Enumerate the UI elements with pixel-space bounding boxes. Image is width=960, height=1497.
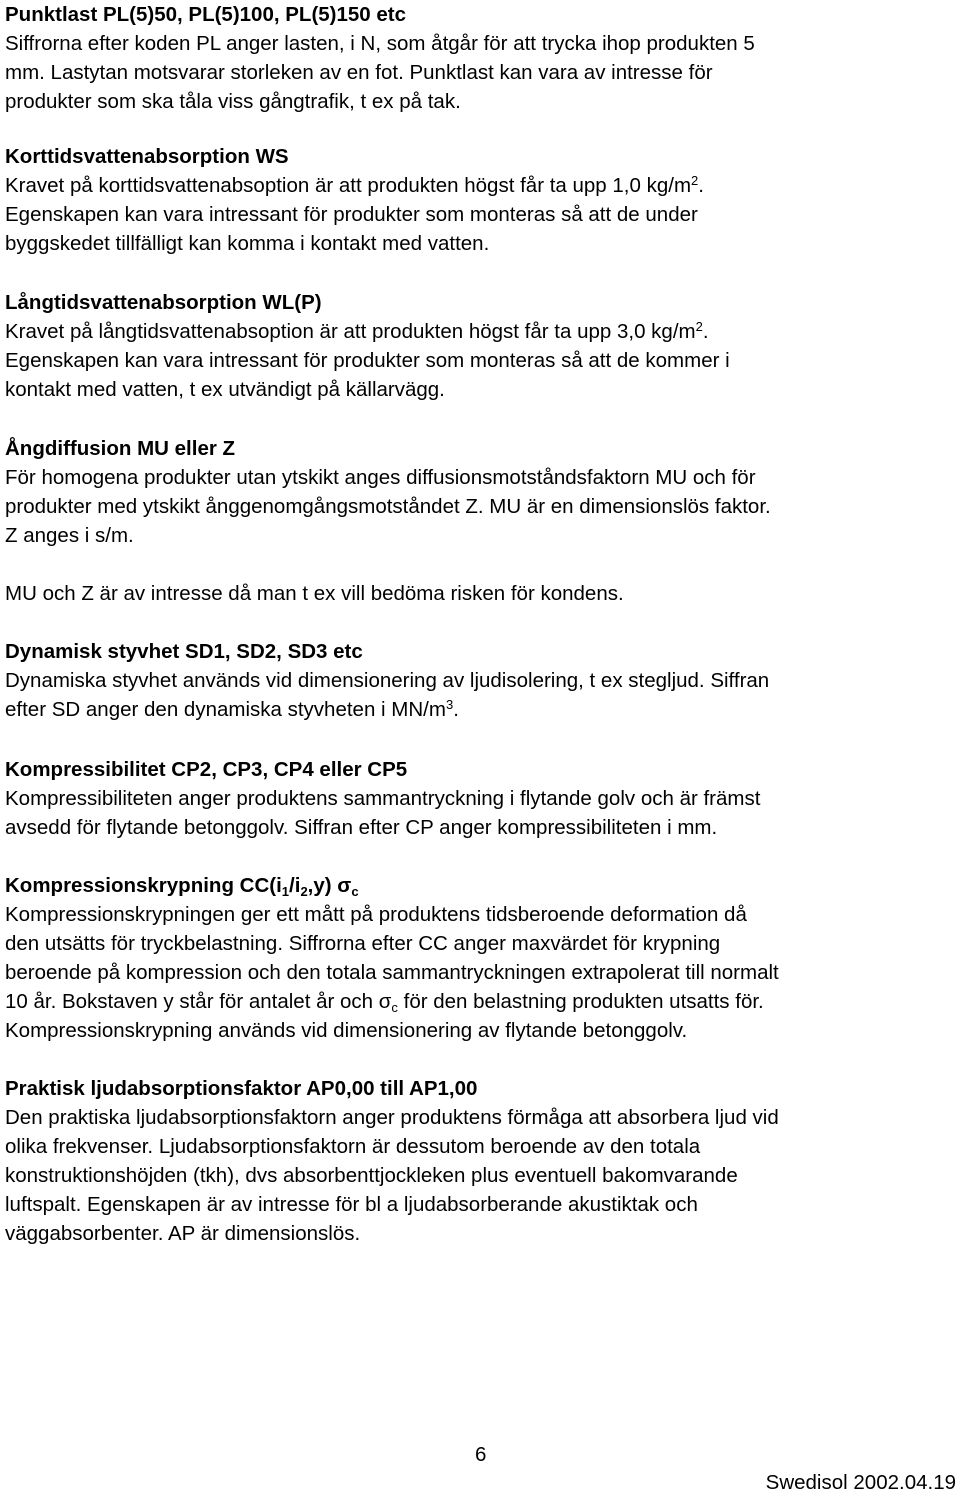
section-kompressionskrypning <box>5 871 960 1045</box>
paragraph-line: Kompressionskrypning används vid dimensionering av flytande betonggolv. <box>5 1019 688 1042</box>
section-langtidsvattenabsorption <box>5 288 960 404</box>
paragraph-line: beroende på kompression och den totala sammantryckningen extrapolerat till normalt <box>5 961 779 984</box>
paragraph-line: Siffrorna efter koden PL anger lasten, i N, som åtgår för att trycka ihop produkten 5 <box>5 32 755 55</box>
paragraph-line: olika frekvenser. Ljudabsorptionsfaktorn är dessutom beroende av den totala <box>5 1135 701 1158</box>
paragraph-line: väggabsorbenter. AP är dimensionslös. <box>5 1222 361 1245</box>
paragraph-line: Egenskapen kan vara intressant för produkter som monteras så att de under <box>5 203 698 226</box>
section-heading: Kompressibilitet CP2, CP3, CP4 eller CP5 <box>5 758 408 781</box>
paragraph-line: den utsätts för tryckbelastning. Siffrorna efter CC anger maxvärdet för krypning <box>5 932 721 955</box>
superscript: 2 <box>695 319 703 334</box>
paragraph-line: avsedd för flytande betonggolv. Siffran efter CP anger kompressibiliteten i mm. <box>5 816 718 839</box>
section-angdiffusion <box>5 434 960 550</box>
text-fragment: ,y) σ <box>307 874 352 897</box>
section-punktlast <box>5 0 960 116</box>
section-heading: Punktlast PL(5)50, PL(5)100, PL(5)150 etc <box>5 3 407 26</box>
paragraph-line: Dynamiska styvhet används vid dimensionering av ljudisolering, t ex stegljud. Siffran <box>5 669 770 692</box>
section-angdiffusion-note <box>5 579 960 608</box>
subscript: c <box>391 1000 398 1015</box>
text-fragment: /i <box>289 874 301 897</box>
paragraph-line: Kompressionskrypningen ger ett mått på produktens tidsberoende deformation då <box>5 903 747 926</box>
subscript: c <box>351 884 359 899</box>
text-fragment: . <box>698 174 704 197</box>
paragraph-line: byggskedet tillfälligt kan komma i kontakt med vatten. <box>5 232 490 255</box>
section-heading <box>5 871 960 900</box>
paragraph-line: produkter med ytskikt ånggenomgångsmotståndet Z. MU är en dimensionslös faktor. <box>5 495 771 518</box>
superscript: 2 <box>691 173 699 188</box>
paragraph-line <box>5 695 960 724</box>
text-fragment: Kravet på långtidsvattenabsoption är att produkten högst får ta upp 3,0 kg/m <box>5 320 696 343</box>
paragraph-line: kontakt med vatten, t ex utvändigt på källarvägg. <box>5 378 445 401</box>
paragraph-line: Egenskapen kan vara intressant för produkter som monteras så att de kommer i <box>5 349 730 372</box>
paragraph-line: MU och Z är av intresse då man t ex vill bedöma risken för kondens. <box>5 582 624 605</box>
section-heading: Ångdiffusion MU eller Z <box>5 437 236 460</box>
section-ljudabsorptionsfaktor <box>5 1074 960 1248</box>
paragraph-line <box>5 317 960 346</box>
paragraph-line: produkter som ska tåla viss gångtrafik, t ex på tak. <box>5 90 461 113</box>
section-heading: Dynamisk styvhet SD1, SD2, SD3 etc <box>5 640 363 663</box>
paragraph-line <box>5 171 960 200</box>
text-fragment: efter SD anger den dynamiska styvheten i MN/m <box>5 698 446 721</box>
text-fragment: . <box>453 698 459 721</box>
paragraph-line: konstruktionshöjden (tkh), dvs absorbenttjockleken plus eventuell bakomvarande <box>5 1164 738 1187</box>
footer-text: Swedisol 2002.04.19 <box>765 1471 956 1494</box>
section-kompressibilitet <box>5 755 960 842</box>
paragraph-line: För homogena produkter utan ytskikt anges diffusionsmotståndsfaktorn MU och för <box>5 466 756 489</box>
section-heading: Praktisk ljudabsorptionsfaktor AP0,00 till AP1,00 <box>5 1077 478 1100</box>
paragraph-line: Den praktiska ljudabsorptionsfaktorn anger produktens förmåga att absorbera ljud vid <box>5 1106 779 1129</box>
page-number: 6 <box>475 1443 487 1466</box>
section-dynamisk-styvhet <box>5 637 960 724</box>
paragraph-line: Z anges i s/m. <box>5 524 134 547</box>
text-fragment: . <box>702 320 709 343</box>
paragraph-line <box>5 987 960 1016</box>
text-fragment: för den belastning produkten utsatts för. <box>397 990 764 1013</box>
superscript: 3 <box>445 697 454 712</box>
text-fragment: 10 år. Bokstaven y står för antalet år och σ <box>5 990 392 1013</box>
section-heading: Korttidsvattenabsorption WS <box>5 145 289 168</box>
text-fragment: Kompressionskrypning CC(i <box>5 874 282 897</box>
section-heading: Långtidsvattenabsorption WL(P) <box>5 291 322 314</box>
paragraph-line: luftspalt. Egenskapen är av intresse för bl a ljudabsorberande akustiktak och <box>5 1193 698 1216</box>
paragraph-line: mm. Lastytan motsvarar storleken av en fot. Punktlast kan vara av intresse för <box>5 61 713 84</box>
text-fragment: Kravet på korttidsvattenabsoption är att produkten högst får ta upp 1,0 kg/m <box>5 174 692 197</box>
paragraph-line: Kompressibiliteten anger produktens sammantryckning i flytande golv och är främst <box>5 787 761 810</box>
section-korttidsvattenabsorption <box>5 142 960 258</box>
subscript: 2 <box>300 884 308 899</box>
subscript: 1 <box>281 884 290 899</box>
